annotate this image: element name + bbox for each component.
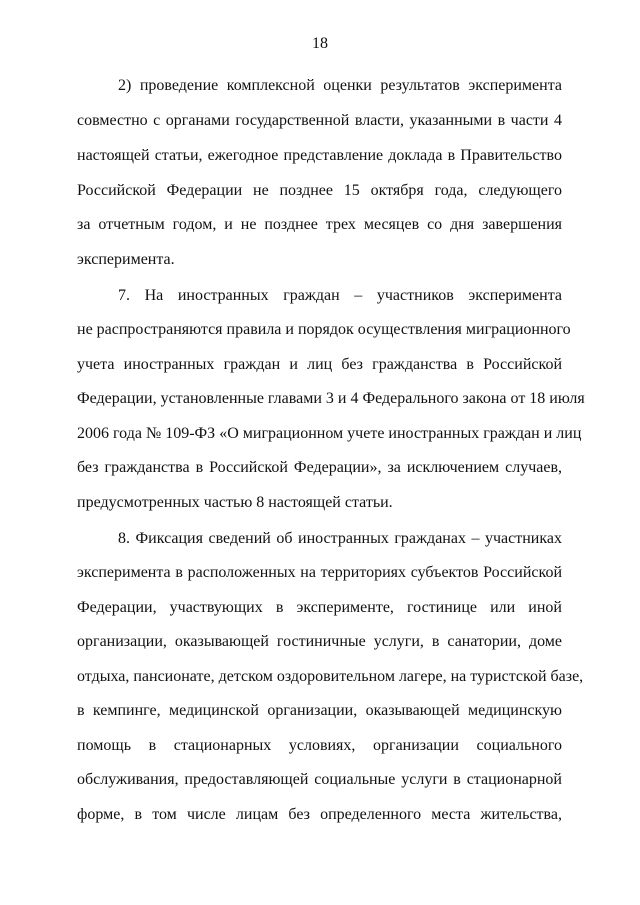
paragraph-1-line-3: настоящей статьи, ежегодное представление доклада в Правительство [77,147,562,164]
paragraph-3-line-8: обслуживания, предоставляющей социальные услуги в стационарной [77,771,562,788]
paragraph-1-line-1: 2) проведение комплексной оценки результатов эксперимента [118,77,562,94]
paragraph-3-line-1: 8. Фиксация сведений об иностранных гражданах – участниках [118,530,562,547]
paragraph-2-line-4: Федерации, установленные главами 3 и 4 Федерального закона от 18 июля [77,390,585,407]
paragraph-1-line-2: совместно с органами государственной власти, указанными в части 4 [77,112,562,129]
paragraph-1-line-6: эксперимента. [77,251,175,268]
page-number: 18 [312,35,328,52]
paragraph-3-line-4: организации, оказывающей гостиничные услуги, в санатории, доме [77,633,562,650]
paragraph-2-line-6: без гражданства в Российской Федерации», за исключением случаев, [77,459,562,476]
paragraph-3-line-9: форме, в том числе лицам без определенного места жительства, [77,806,562,823]
paragraph-3-line-7: помощь в стационарных условиях, организации социального [77,737,562,754]
paragraph-1-line-5: за отчетным годом, и не позднее трех месяцев со дня завершения [77,216,562,233]
paragraph-2-line-1: 7. На иностранных граждан – участников эксперимента [118,287,562,304]
paragraph-3-line-2: эксперимента в расположенных на территориях субъектов Российской [77,564,562,581]
paragraph-2-line-3: учета иностранных граждан и лиц без гражданства в Российской [77,356,562,373]
paragraph-3-line-6: в кемпинге, медицинской организации, оказывающей медицинскую [77,702,562,719]
paragraph-3-line-3: Федерации, участвующих в эксперименте, гостинице или иной [77,599,562,616]
paragraph-3-line-5: отдыха, пансионате, детском оздоровительном лагере, на туристской базе, [77,668,584,685]
paragraph-1-line-4: Российской Федерации не позднее 15 октября года, следующего [77,182,562,199]
paragraph-2-line-7: предусмотренных частью 8 настоящей статьи. [77,494,393,511]
paragraph-2-line-2: не распространяются правила и порядок осуществления миграционного [77,321,571,338]
paragraph-2-line-5: 2006 года № 109-ФЗ «О миграционном учете иностранных граждан и лиц [77,425,582,442]
